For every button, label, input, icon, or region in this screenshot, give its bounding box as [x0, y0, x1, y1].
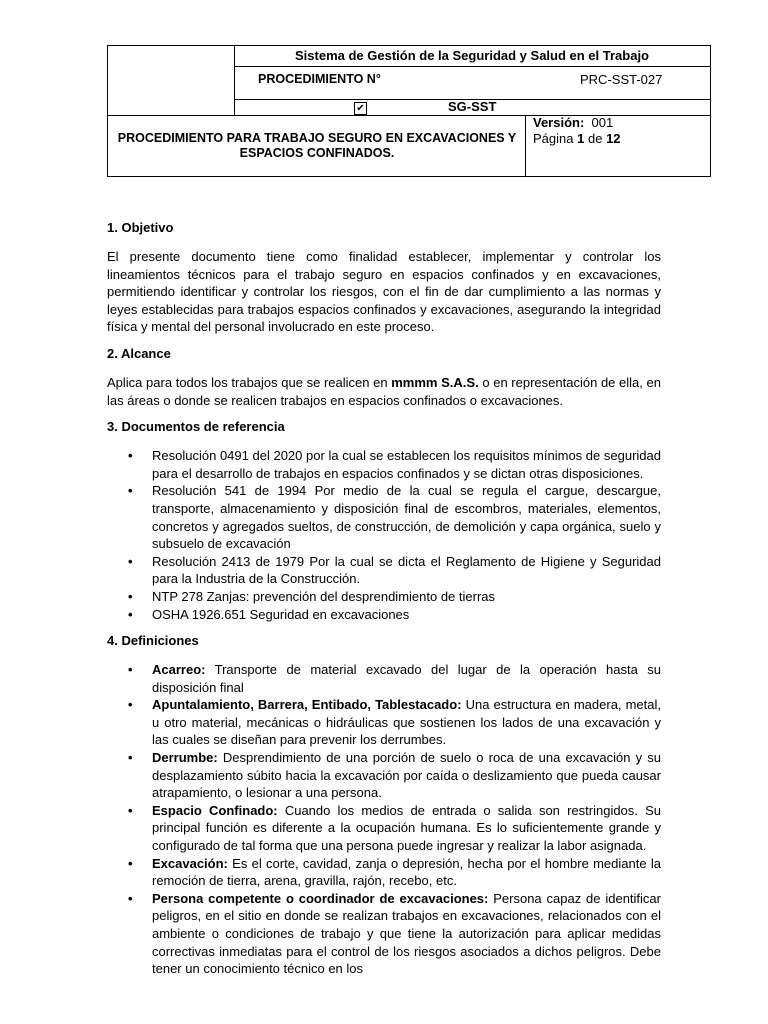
- bullet-icon: •: [128, 448, 133, 464]
- document-title: PROCEDIMIENTO PARA TRABAJO SEGURO EN EXCAVACIONES Y ESPACIOS CONFINADOS.: [117, 131, 517, 160]
- definitions-list: [107, 661, 661, 978]
- definition-text: Transporte de material excavado del lugar de la operación hasta su disposición final: [152, 662, 661, 695]
- reference-text: Resolución 541 de 1994 Por medio de la cual se regula el cargue, descargue, transporte, almacenamiento y disposición final de escombros, materiales, elementos, concretos y agregados sueltos, de construcción, de demolición y capa orgánica, suelo y subsuelo de excavación: [152, 483, 661, 552]
- scope-text-before: Aplica para todos los trabajos que se realicen en: [107, 374, 392, 390]
- bullet-icon: •: [128, 606, 133, 622]
- references-list: [107, 447, 661, 623]
- definition-term: Acarreo:: [152, 662, 206, 678]
- sgsst-label: SG-SST: [448, 99, 497, 114]
- definition-term: Derrumbe:: [152, 750, 218, 766]
- section-heading-references: 3. Documentos de referencia: [107, 419, 285, 435]
- document-body: [107, 219, 661, 987]
- list-item: [128, 696, 661, 749]
- reference-text: NTP 278 Zanjas: prevención del desprendimiento de tierras: [152, 588, 496, 604]
- bullet-icon: •: [128, 588, 133, 604]
- page-current: 1: [577, 131, 585, 146]
- definition-text: Es el corte, cavidad, zanja o depresión, hecha por el hombre mediante la remoción de tierra, arena, gravilla, rajón, recebo, etc.: [152, 855, 661, 889]
- page-of: de: [587, 131, 603, 146]
- version-value: 001: [591, 115, 614, 130]
- definition-text: Una estructura en madera, metal, u otro material, mecánicas o hidráulicas que sostienen los lados de una excavación y las cuales se diseñan para prevenir los derrumbes.: [152, 697, 661, 748]
- objective-text: El presente documento tiene como finalidad establecer, implementar y controlar los lineamientos técnicos para el trabajo seguro en espacios confinados y en excavaciones, permitiendo identificar y controlar los riesgos, con el fin de dar cumplimiento a las normas y leyes establecidas para trabajos espacios confinados y excavaciones, asegurando la integridad física y mental del personal involucrado en este proceso.: [107, 249, 661, 335]
- definition-term: Excavación:: [152, 855, 228, 871]
- bullet-icon: •: [128, 750, 133, 766]
- definition-text: Desprendimiento de una porción de suelo o roca de una excavación y su desplazamiento súbito hacia la excavación por caída o deslizamiento que pueda causar atrapamiento, o lesionar a una persona.: [152, 750, 661, 801]
- company-name: mmmm S.A.S.: [391, 374, 479, 390]
- definition-term: Persona competente o coordinador de excavaciones:: [152, 890, 489, 906]
- reference-text: Resolución 2413 de 1979 Por la cual se dicta el Reglamento de Higiene y Seguridad para la Industria de la Construcción.: [152, 553, 661, 587]
- procedure-label: PROCEDIMIENTO N°: [258, 72, 381, 86]
- document-header-table: [107, 45, 711, 177]
- list-item: [128, 606, 661, 624]
- definition-text: Persona capaz de identificar peligros, en el sitio en donde se realizan trabajos en excavaciones, relacionados con el ambiente o condiciones de trabajo y que tiene la autorización para aplicar medidas correctivas inmediatas para el control de los riesgos asociados a dichos peligros. Debe tener un conocimiento técnico en los: [152, 890, 661, 977]
- definition-term: Espacio Confinado:: [152, 802, 278, 818]
- section-heading-definitions: 4. Definiciones: [107, 633, 199, 649]
- checkbox-icon: ✔: [354, 102, 367, 115]
- definition-term: Apuntalamiento, Barrera, Entibado, Tablestacado:: [152, 697, 462, 713]
- definition-text: Cuando los medios de entrada o salida son restringidos. Su principal función es diferente a la ocupación humana. Es lo suficientemente grande y configurado de tal forma que una persona puede ingresar y realizar la labor asignada.: [152, 802, 661, 854]
- header-divider: [234, 66, 710, 67]
- version-label: Versión:: [533, 115, 585, 130]
- list-item: [128, 553, 661, 588]
- bullet-icon: •: [128, 662, 133, 678]
- bullet-icon: •: [128, 483, 133, 499]
- list-item: [128, 661, 661, 696]
- list-item: [128, 749, 661, 802]
- list-item: [128, 588, 661, 606]
- reference-text: OSHA 1926.651 Seguridad en excavaciones: [152, 606, 410, 622]
- system-title: Sistema de Gestión de la Seguridad y Salud en el Trabajo: [295, 48, 649, 63]
- procedure-code: PRC-SST-027: [580, 72, 663, 87]
- list-item: [128, 482, 661, 552]
- list-item: [128, 855, 661, 890]
- list-item: [128, 890, 661, 978]
- section-heading-scope: 2. Alcance: [107, 345, 171, 361]
- bullet-icon: •: [128, 802, 133, 818]
- page-total: 12: [606, 131, 621, 146]
- scope-text-after: o en representación de ella, en las áreas o donde se realicen trabajos en espacios confinados o excavaciones.: [107, 374, 661, 408]
- version-block: [533, 115, 621, 147]
- list-item: [128, 802, 661, 855]
- bullet-icon: •: [128, 890, 133, 906]
- bullet-icon: •: [128, 553, 133, 569]
- bullet-icon: •: [128, 855, 133, 871]
- section-heading-objective: 1. Objetivo: [107, 220, 174, 235]
- list-item: [128, 447, 661, 482]
- bullet-icon: •: [128, 697, 133, 713]
- scope-text: [107, 374, 661, 409]
- page-prefix: Página: [533, 131, 574, 146]
- reference-text: Resolución 0491 del 2020 por la cual se establecen los requisitos mínimos de seguridad para el desarrollo de trabajos en espacios confinados y se dictan otras disposiciones.: [152, 448, 661, 481]
